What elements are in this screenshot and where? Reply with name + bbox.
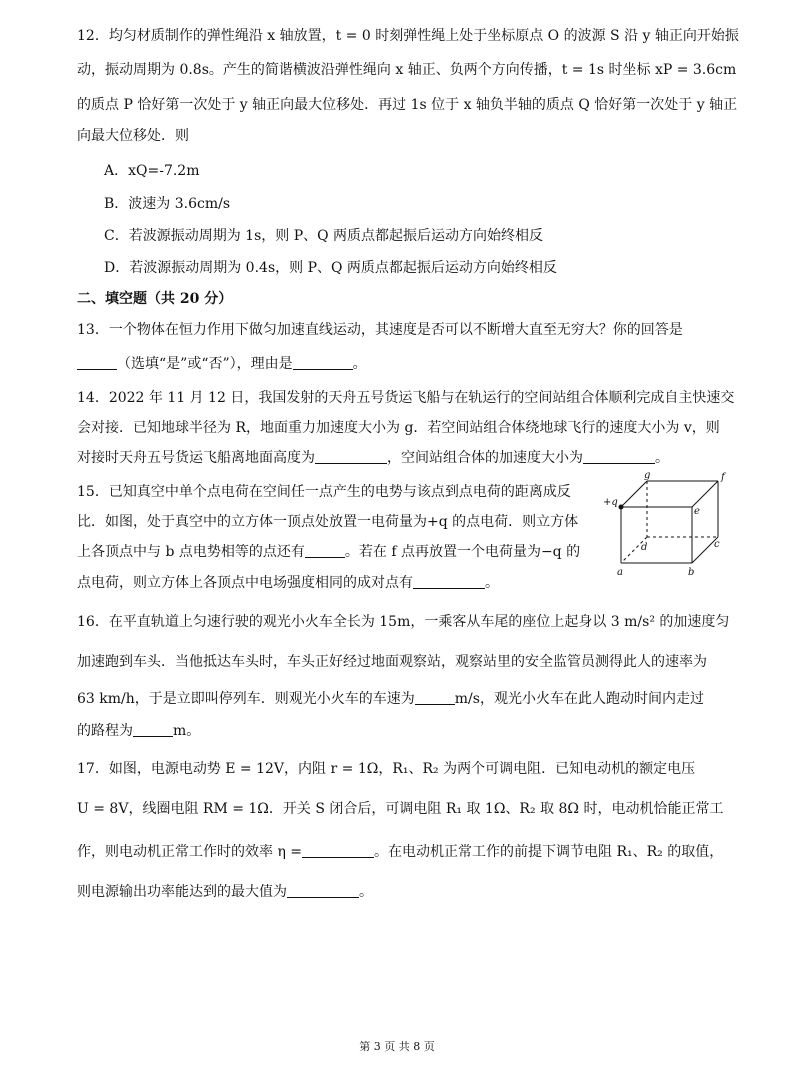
q17-text-end: 。 [359,884,373,900]
q16-text-end: m。 [173,723,201,739]
q16-line-4 [77,721,200,741]
q17-line-1: 17．如图，电源电动势 E = 12V，内阻 r = 1Ω，R₁、R₂ 为两个可调电阻．已知电动机的额定电压 [77,761,696,777]
q13-line-1: 13．一个物体在恒力作用下做匀加速直线运动，其速度是否可以不断增大直至无穷大？你的回答是 [77,322,683,338]
option-d: D．若波源振动周期为 0.4s，则 P、Q 两质点都起振后运动方向始终相反 [104,260,557,276]
q15-line-2: 比．如图，处于真空中的立方体一顶点处放置一电荷量为+q 的点电荷．则立方体 [77,514,579,530]
answer-blank[interactable] [293,355,353,370]
label-d: d [641,542,648,553]
q14-line-2: 会对接．已知地球半径为 R，地面重力加速度大小为 g．若空间站组合体绕地球飞行的速度大小为 v，则 [77,420,720,436]
q16-line-3 [77,689,704,709]
page-number: 第 3 页 共 8 页 [359,1040,435,1053]
q16-line-1: 16．在平直轨道上匀速行驶的观光小火车全长为 15m，一乘客从车尾的座位上起身以 3 m/s² 的加速度匀 [77,614,730,630]
answer-blank[interactable] [302,843,374,858]
cube-diagram [600,472,730,582]
q17-line-3 [77,842,723,862]
q15-text: 上各顶点中与 b 点电势相等的点还有 [77,544,305,560]
option-c: C．若波源振动周期为 1s，则 P、Q 两质点都起振后运动方向始终相反 [104,228,544,244]
q15-text: 点电荷，则立方体上各顶点中电场强度相同的成对点有 [77,575,413,591]
answer-blank[interactable] [133,722,173,737]
q16-text: 的路程为 [77,723,133,739]
label-c: c [714,539,720,550]
label-q: +q [603,497,618,508]
q16-text-mid: m/s，观光小火车在此人跑动时间内走过 [454,691,704,707]
q14-line-3 [77,448,669,468]
label-a: a [617,567,623,578]
q12-line-3: 的质点 P 恰好第一次处于 y 轴正向最大位移处．再过 1s 位于 x 轴负半轴的质点 Q 恰好第一次处于 y 轴正 [77,97,738,113]
q17-line-4 [77,882,373,902]
q13-text-end: 。 [352,356,367,372]
q13-line-2 [77,354,367,374]
answer-blank[interactable] [415,690,455,705]
q17-text: 则电源输出功率能达到的最大值为 [77,884,287,900]
q17-line-2: U = 8V，线圈电阻 RM = 1Ω．开关 S 闭合后，可调电阻 R₁ 取 1Ω、R₂ 取 8Ω 时，电动机恰能正常工 [77,801,724,817]
q16-text: 63 km/h，于是立即叫停列车．则观光小火车的车速为 [77,691,415,707]
answer-blank[interactable] [583,449,655,464]
q17-text-mid: 。在电动机正常工作的前提下调节电阻 R₁、R₂ 的取值， [374,844,724,860]
q14-text: 对接时天舟五号货运飞船离地面高度为 [77,450,315,466]
q16-line-2: 加速跑到车头．当他抵达车头时，车头正好经过地面观察站，观察站里的安全监管员测得此人的速率为 [77,654,707,670]
option-b: B．波速为 3.6cm/s [104,196,231,212]
q14-line-1: 14．2022 年 11 月 12 日，我国发射的天舟五号货运飞船与在轨运行的空间站组合体顺利完成自主快速交 [77,390,735,406]
q15-line-3 [77,542,580,562]
label-b: b [688,567,695,578]
charge-point [619,505,624,510]
section-heading: 二、填空题（共 20 分） [77,291,233,307]
q15-line-4 [77,573,499,593]
answer-blank[interactable] [77,355,117,370]
q14-text-end: 。 [655,450,669,466]
q15-line-1: 15．已知真空中单个点电荷在空间任一点产生的电势与该点到点电荷的距离成反 [77,484,571,500]
q15-text-end: 。 [485,575,499,591]
q12-line-2: 动，振动周期为 0.8s。产生的简谐横波沿弹性绳向 x 轴正、负两个方向传播，t = 1s 时坐标 xP = 3.6cm [77,62,737,78]
q14-text-mid: ，空间站组合体的加速度大小为 [387,450,583,466]
label-f: f [721,472,725,483]
q17-text: 作，则电动机正常工作时的效率 η = [77,844,303,860]
option-a: A．xQ=-7.2m [104,163,200,179]
answer-blank[interactable] [287,883,359,898]
q12-line-4: 向最大位移处．则 [77,128,189,144]
q12-line-1: 12．均匀材质制作的弹性绳沿 x 轴放置，t = 0 时刻弹性绳上处于坐标原点 O 的波源 S 沿 y 轴正向开始振 [77,28,739,44]
answer-blank[interactable] [413,574,485,589]
answer-blank[interactable] [315,449,387,464]
label-g: g [644,472,651,481]
label-e: e [694,506,700,517]
answer-blank[interactable] [305,543,345,558]
q13-text: （选填“是”或“否”），理由是 [117,356,293,372]
q15-text-mid: 。若在 f 点再放置一个电荷量为−q 的 [344,544,581,560]
